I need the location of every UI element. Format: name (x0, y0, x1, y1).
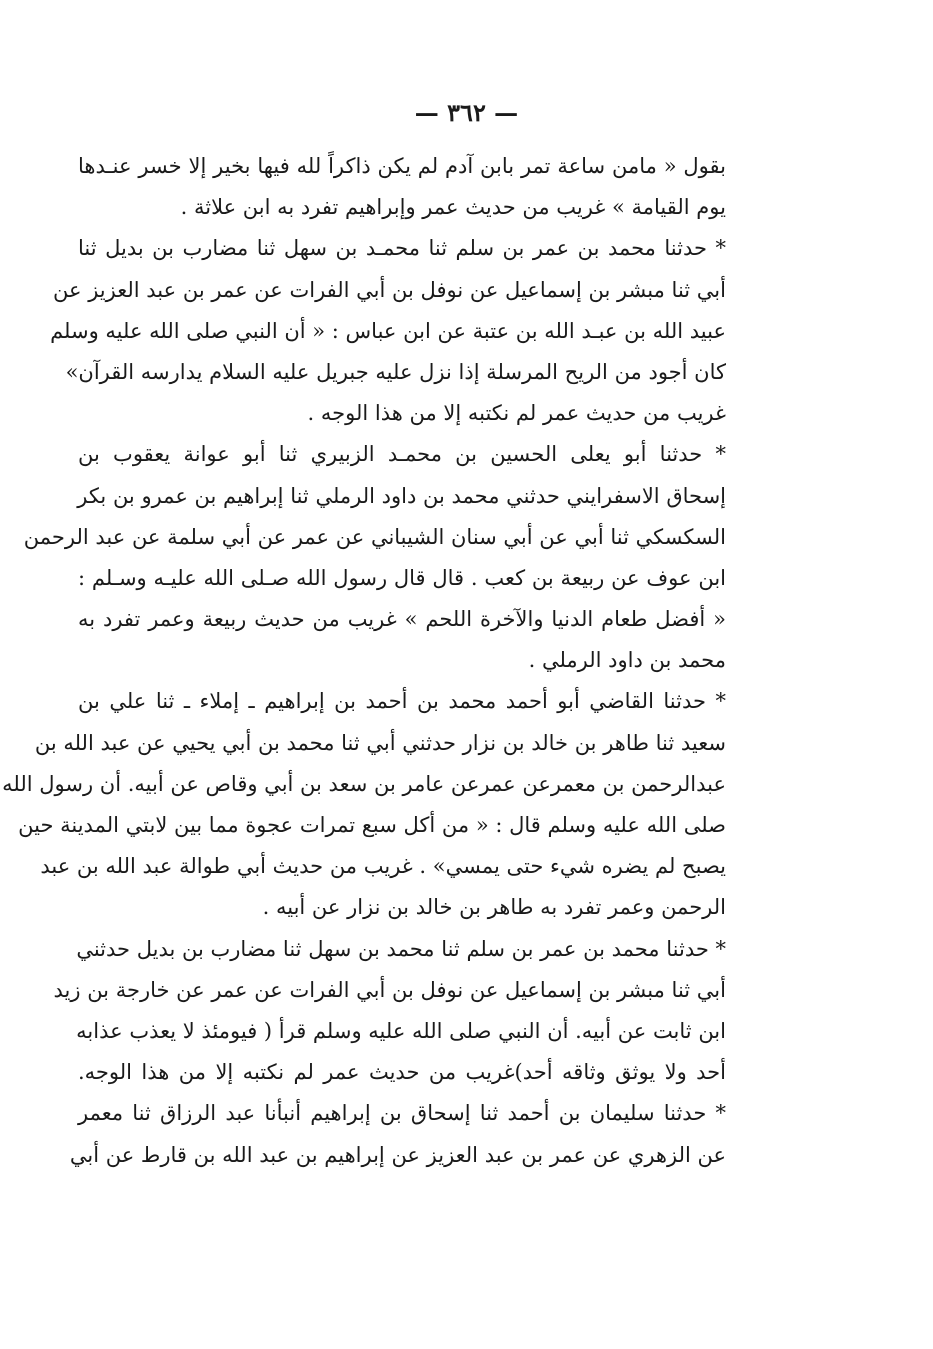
text-line: السكسكي ثنا أبي عن أبي سنان الشيباني عن عمر عن أبي سلمة عن عبد الرحمن (23, 524, 726, 549)
text-line: * حدثنا أبو يعلى الحسين بن محمـد الزبيري ثنا أبو عوانة يعقوب بن (78, 442, 726, 467)
text-line: عبيد الله بن عبـد الله بن عتبة عن ابن عباس : « أن النبي صلى الله عليه وسلم (50, 318, 726, 343)
text-line: عبدالرحمن بن معمرعن عمرعن عامر بن سعد بن أبي وقاص عن أبيه. أن رسول الله (2, 771, 726, 796)
text-line: إسحاق الاسفرايني حدثني محمد بن داود الرملي ثنا إبراهيم بن عمرو بن بكر (77, 483, 726, 508)
text-line: يوم القيامة » غريب من حديث عمر وإبراهيم تفرد به ابن علاثة . (180, 195, 726, 220)
text-line: صلى الله عليه وسلم قال : « من أكل سبع تمرات عجوة مما بين لابتي المدينة حين (18, 813, 726, 837)
text-line: ابن عوف عن ربيعة بن كعب . قال قال رسول الله صـلى الله عليـه وسـلم : (78, 565, 726, 590)
text-line: * حدثنا محمد بن عمر بن سلم ثنا محمد بن سهل ثنا مضارب بن بديل حدثني (76, 936, 726, 961)
text-line: الرحمن وعمر تفرد به طاهر بن خالد بن نزار عن أبيه . (262, 895, 726, 920)
text-line: أحد ولا يوثق وثاقه أحد)غريب من حديث عمر لم نكتبه إلا من هذا الوجه. (78, 1060, 726, 1085)
text-line: * حدثنا القاضي أبو أحمد محمد بن أحمد بن إبراهيم ـ إملاء ـ ثنا علي بن (78, 689, 726, 714)
text-line: محمد بن داود الرملي . (528, 648, 726, 673)
page-text (2, 146, 726, 1176)
text-line: بقول « مامن ساعة تمر بابن آدم لم يكن ذاكراً لله فيها بخير إلا خسر عنـدها (78, 154, 726, 178)
text-line: « أفضل طعام الدنيا والآخرة اللحم » غريب من حديث ربيعة وعمر تفرد به (78, 607, 726, 632)
text-line: * حدثنا محمد بن عمر بن سلم ثنا محمـد بن سهل ثنا مضارب بن بديل ثنا (78, 236, 726, 261)
text-line: سعيد ثنا طاهر بن خالد بن نزار حدثني أبي ثنا محمد بن أبي يحيي عن عبد الله بن (34, 730, 726, 755)
text-line: أبي ثنا مبشر بن إسماعيل عن نوفل بن أبي الفرات عن عمر بن عبد العزيز عن (53, 277, 726, 302)
text-line: ابن ثابت عن أبيه. أن النبي صلى الله عليه وسلم قرأ ( فيومئذ لا يعذب عذابه (76, 1018, 726, 1043)
text-line: يصبح لم يضره شيء حتى يمسي» . غريب من حديث أبي طوالة عبد الله بن عبد (40, 854, 726, 879)
page-number: — ٣٦٢ — (414, 98, 519, 127)
text-line: * حدثنا سليمان بن أحمد ثنا إسحاق بن إبراهيم أنبأنا عبد الرزاق ثنا معمر (78, 1101, 726, 1126)
text-line: غريب من حديث عمر لم نكتبه إلا من هذا الوجه . (307, 401, 726, 426)
text-line: كان أجود من الريح المرسلة إذا نزل عليه جبريل عليه السلام يدارسه القرآن» (65, 359, 726, 384)
text-line: أبي ثنا مبشر بن إسماعيل عن نوفل بن أبي الفرات عن عمر عن خارجة بن زيد (53, 977, 726, 1002)
text-line: عن الزهري عن عمر بن عبد العزيز عن إبراهيم بن عبد الله بن قارط عن أبي (69, 1142, 726, 1167)
